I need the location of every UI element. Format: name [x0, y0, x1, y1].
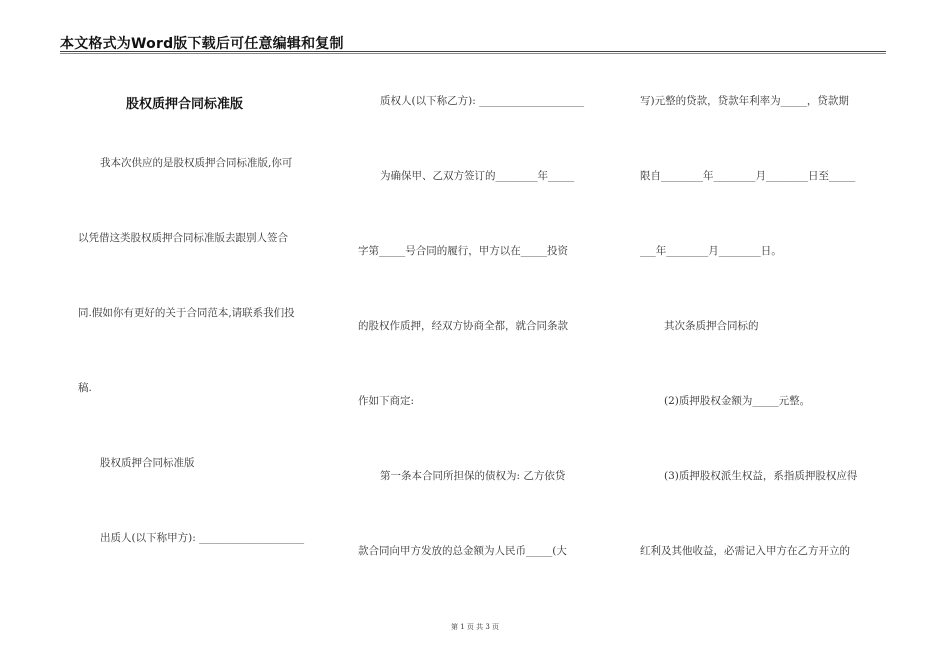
paragraph-line: 第一条本合同所担保的债权为: 乙方依贷: [380, 470, 566, 482]
paragraph-line: 我本次供应的是股权质押合同标准版,你可: [100, 157, 293, 169]
section-heading: 股权质押合同标准版: [100, 457, 195, 469]
paragraph-line: 款合同向甲方发放的总金额为人民币_____(大: [358, 545, 567, 557]
paragraph-line: 稿.: [78, 382, 92, 394]
paragraph-line: 字第_____号合同的履行，甲方以在_____投资: [358, 245, 568, 257]
paragraph-line: (3)质押股权派生权益，系指质押股权应得: [664, 470, 858, 482]
header-divider: [60, 51, 886, 52]
paragraph-line: 出质人(以下称甲方): ____________________: [100, 532, 305, 544]
paragraph-line: ___年________月________日。: [640, 245, 782, 257]
section-heading: 其次条质押合同标的: [664, 320, 759, 332]
paragraph-line: 作如下商定:: [358, 395, 415, 407]
paragraph-line: 同.假如你有更好的关于合同范本,请联系我们投: [78, 307, 295, 319]
paragraph-line: 限自________年________月________日至_____: [640, 170, 856, 182]
paragraph-line: 为确保甲、乙双方签订的________年_____: [380, 170, 575, 182]
paragraph-line: 的股权作质押，经双方协商全都，就合同条款: [358, 320, 568, 332]
paragraph-line: 质权人(以下称乙方): ____________________: [380, 95, 585, 107]
paragraph-line: 红利及其他收益，必需记入甲方在乙方开立的: [640, 545, 850, 557]
paragraph-line: 写)元整的贷款，贷款年利率为_____，贷款期: [640, 95, 849, 107]
document-title: 股权质押合同标准版: [126, 97, 244, 112]
page-number: 第 1 页 共 3 页: [450, 623, 500, 631]
paragraph-line: (2)质押股权金额为_____元整。: [664, 395, 811, 407]
header-divider-secondary: [60, 53, 886, 54]
header-title: 本文格式为Word版下载后可任意编辑和复制: [60, 36, 344, 52]
paragraph-line: 以凭借这类股权质押合同标准版去跟别人签合: [78, 232, 288, 244]
